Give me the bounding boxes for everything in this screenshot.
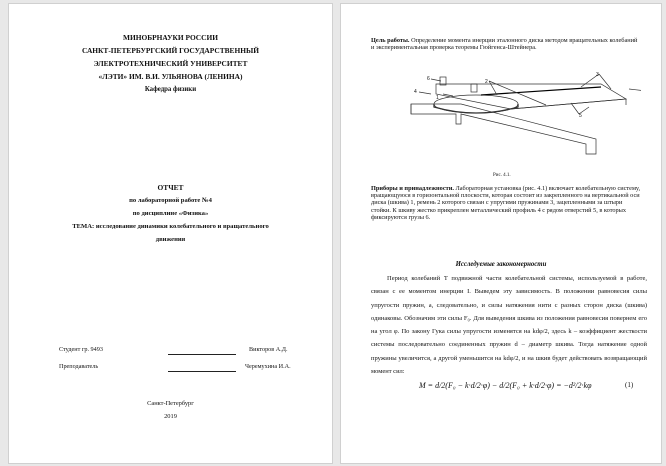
university-line-3: «ЛЭТИ» ИМ. В.И. УЛЬЯНОВА (ЛЕНИНА) — [98, 72, 243, 81]
goal-paragraph — [371, 37, 641, 51]
university-line-2: ЭЛЕКТРОТЕХНИЧЕСКИЙ УНИВЕРСИТЕТ — [93, 59, 248, 68]
devices-label: Приборы и принадлежности. — [371, 185, 454, 192]
equation-number: (1) — [625, 381, 634, 389]
title-page — [8, 3, 333, 464]
university-line-1: САНКТ-ПЕТЕРБУРГСКИЙ ГОСУДАРСТВЕННЫЙ — [82, 46, 259, 55]
figure-label-1: 1 — [436, 95, 439, 101]
section-heading: Исследуемые закономерности — [455, 261, 547, 268]
figure-label-6: 6 — [427, 76, 430, 82]
teacher-name: Черемухина И.А. — [245, 363, 291, 370]
department: Кафедра физики — [144, 86, 197, 93]
student-signature-line — [168, 354, 236, 355]
formula: M = d/2(F₀ − k·d/2·φ) − d/2(F₀ + k·d/2·φ) = −d²/2·kφ — [419, 381, 592, 390]
lab-line: по лабораторной работе №4 — [129, 197, 212, 204]
figure-label-4: 4 — [414, 89, 417, 95]
report-title: ОТЧЕТ — [157, 183, 184, 192]
city: Санкт-Петербург — [147, 400, 194, 407]
year: 2019 — [164, 413, 177, 420]
teacher-signature-line — [168, 371, 236, 372]
ministry-line: МИНОБРНАУКИ РОССИИ — [123, 33, 218, 42]
theory-paragraph: Период колебаний T подвижной части колебательной системы, используемой в работе, связан с ее моментом инерции I. Выведем эту зависимость. В положении равновесия силы упругости пружин, а, следовательно, и силы натяжения нити с разных сторон диска (шкива) одинаковы. Обозначим эти силы F₀. Для выведения шкива из положения равновесия повернем его на угол φ. По закону Гука силы упругости изменятся на kdφ/2, здесь k – коэффициент жесткости системы последовательно соединенных пружин d – диаметр шкива. Тогда натяжение одной пружины увеличится, а другой уменьшится на kdφ/2, и на шкив будет действовать возвращающий момент сил: — [371, 275, 647, 376]
goal-label: Цель работы. — [371, 37, 410, 44]
figure-label-5: 5 — [579, 113, 582, 119]
devices-paragraph — [371, 185, 641, 221]
student-label: Студент гр. 9493 — [59, 346, 103, 353]
teacher-label: Преподаватель — [59, 363, 99, 370]
content-page — [340, 3, 662, 464]
student-name: Викторов А.Д. — [249, 346, 288, 353]
figure-label-3: 3 — [596, 72, 599, 78]
devices-text: Лабораторная установка (рис. 4.1) включает колебательную систему, вращающуюся в горизонтальной плоскости, которая состоит из закрепленного на вертикальной оси диска (шкива) 1, ремень 2 которого связан с упругими пружинами 3, зацепленными за штыри стойки. К шкиву жестко прикреплен металлический профиль 4 с рядом отверстий 5, в которых фиксируются грузы 6. — [371, 185, 641, 221]
topic-line-2: движения — [155, 236, 186, 243]
figure-label-2: 2 — [485, 79, 488, 85]
apparatus-figure — [401, 69, 641, 169]
discipline-line: по дисциплине «Физика» — [132, 210, 209, 217]
topic-line-1: ТЕМА: исследование динамики колебательного и вращательного — [72, 223, 269, 230]
goal-text: Определение момента инерции эталонного диска методом вращательных колебаний и экспериментальная проверка теоремы Гюйгенса-Штейнера. — [371, 37, 638, 52]
figure-caption: Рис. 4.1. — [493, 173, 511, 178]
